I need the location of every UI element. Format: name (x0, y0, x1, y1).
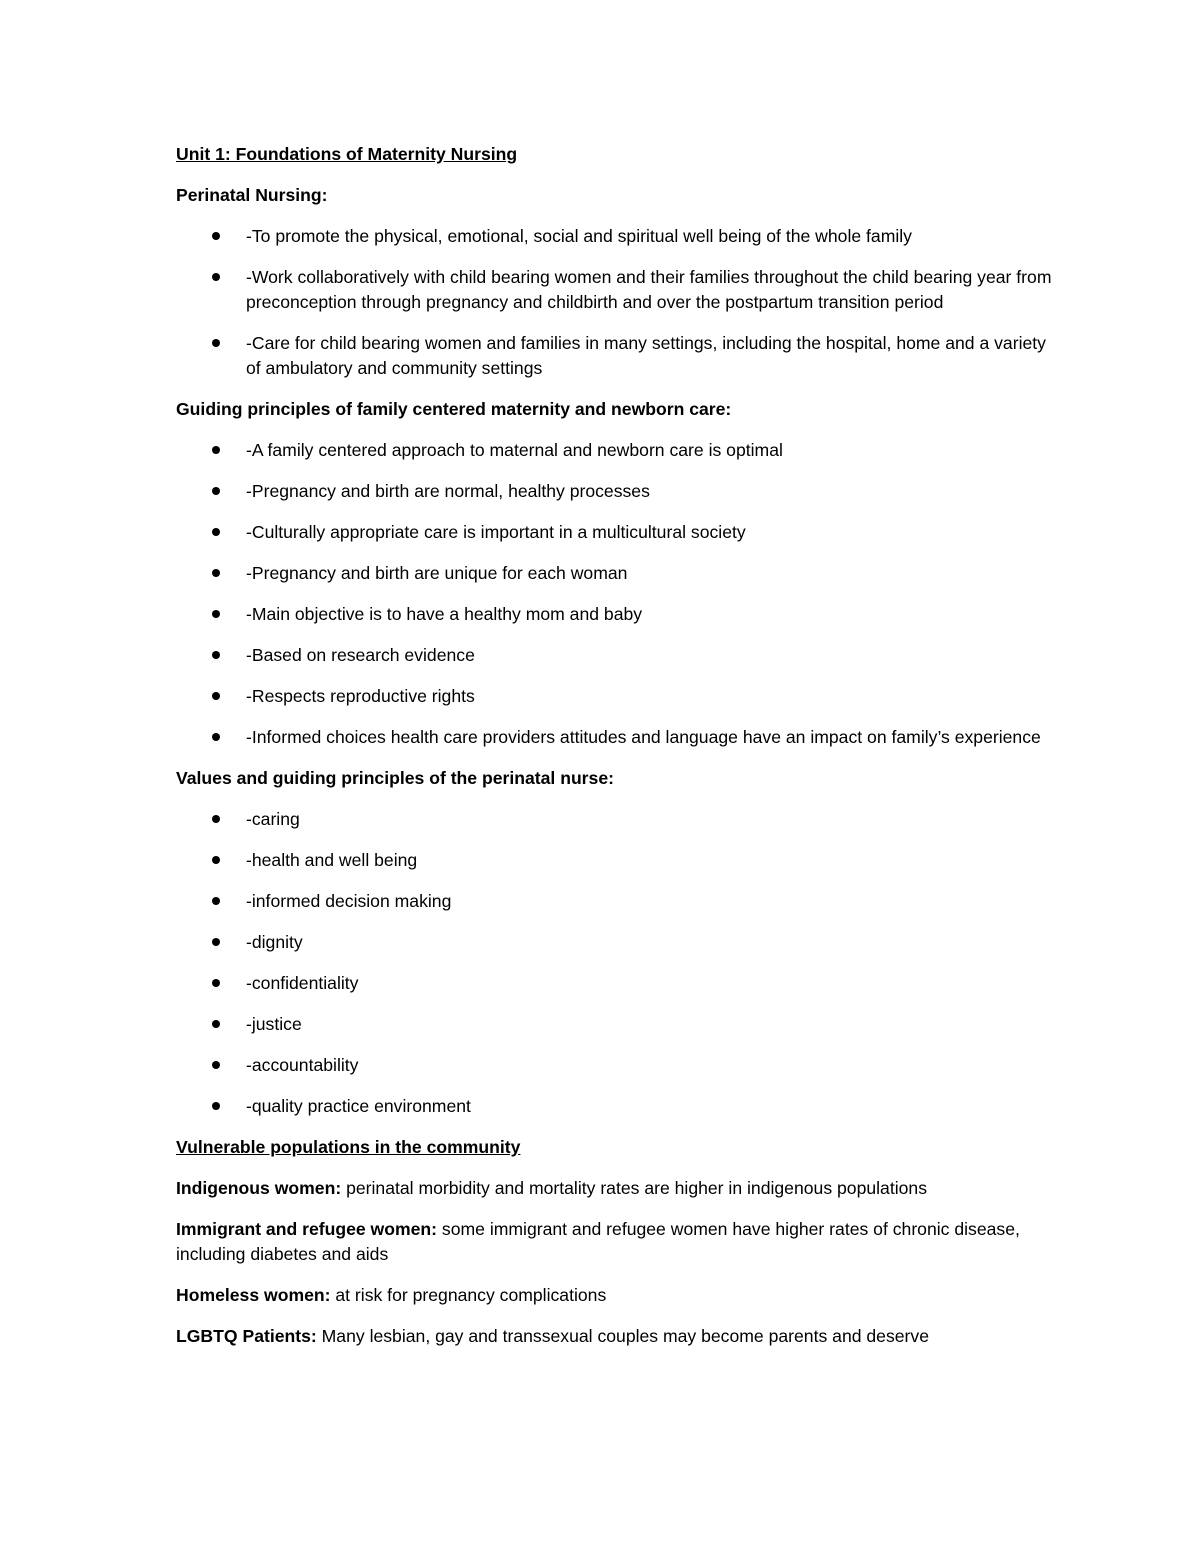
term-label: Immigrant and refugee women: (176, 1219, 438, 1239)
guiding-list (176, 438, 1056, 750)
list-item (176, 725, 1056, 750)
paragraph-immigrant (176, 1217, 1056, 1267)
bullet-icon (212, 733, 220, 741)
paragraph-indigenous (176, 1176, 1056, 1201)
list-item-text: -To promote the physical, emotional, social and spiritual well being of the whole family (246, 226, 912, 246)
bullet-icon (212, 856, 220, 864)
term-description: at risk for pregnancy complications (330, 1285, 607, 1305)
term-label: LGBTQ Patients: (176, 1326, 317, 1346)
list-item-text: -quality practice environment (246, 1096, 471, 1116)
document-title: Unit 1: Foundations of Maternity Nursing (176, 144, 518, 164)
list-item (176, 684, 1056, 709)
list-item (176, 930, 1056, 955)
list-item-text: -accountability (246, 1055, 359, 1075)
list-item-text: -dignity (246, 932, 303, 952)
list-item (176, 1053, 1056, 1078)
list-item (176, 848, 1056, 873)
list-item-text: -Informed choices health care providers attitudes and language have an impact on family’s experience (246, 727, 1041, 747)
list-item (176, 1094, 1056, 1119)
list-item (176, 331, 1056, 381)
section-heading-perinatal: Perinatal Nursing: (176, 185, 328, 205)
bullet-icon (212, 1102, 220, 1110)
list-item (176, 971, 1056, 996)
list-item (176, 1012, 1056, 1037)
list-item-text: -Based on research evidence (246, 645, 475, 665)
list-item-text: -health and well being (246, 850, 418, 870)
bullet-icon (212, 487, 220, 495)
bullet-icon (212, 1020, 220, 1028)
list-item (176, 889, 1056, 914)
list-item-text: -A family centered approach to maternal and newborn care is optimal (246, 440, 783, 460)
bullet-icon (212, 273, 220, 281)
list-item (176, 602, 1056, 627)
list-item (176, 224, 1056, 249)
list-item-text: -caring (246, 809, 300, 829)
list-item (176, 479, 1056, 504)
list-item (176, 438, 1056, 463)
bullet-icon (212, 815, 220, 823)
bullet-icon (212, 569, 220, 577)
bullet-icon (212, 528, 220, 536)
bullet-icon (212, 1061, 220, 1069)
values-list (176, 807, 1056, 1119)
term-description: perinatal morbidity and mortality rates are higher in indigenous populations (341, 1178, 928, 1198)
document-body (176, 142, 1056, 1365)
bullet-icon (212, 692, 220, 700)
list-item-text: -justice (246, 1014, 302, 1034)
list-item (176, 643, 1056, 668)
section-heading-vulnerable: Vulnerable populations in the community (176, 1137, 521, 1157)
list-item-text: -Main objective is to have a healthy mom and baby (246, 604, 643, 624)
bullet-icon (212, 897, 220, 905)
perinatal-list (176, 224, 1056, 381)
term-description: Many lesbian, gay and transsexual couples may become parents and deserve (316, 1326, 929, 1346)
list-item (176, 807, 1056, 832)
paragraph-lgbtq (176, 1324, 1056, 1349)
bullet-icon (212, 610, 220, 618)
list-item (176, 561, 1056, 586)
list-item-text: -Pregnancy and birth are unique for each woman (246, 563, 628, 583)
bullet-icon (212, 979, 220, 987)
section-heading-values: Values and guiding principles of the perinatal nurse: (176, 768, 614, 788)
list-item-text: -Culturally appropriate care is important in a multicultural society (246, 522, 746, 542)
list-item-text: -Respects reproductive rights (246, 686, 475, 706)
term-description: some immigrant and refugee women have higher rates of chronic disease, including diabetes and aids (176, 1219, 1020, 1264)
bullet-icon (212, 339, 220, 347)
term-label: Homeless women: (176, 1285, 331, 1305)
paragraph-homeless (176, 1283, 1056, 1308)
list-item-text: -Pregnancy and birth are normal, healthy processes (246, 481, 650, 501)
list-item (176, 520, 1056, 545)
list-item-text: -informed decision making (246, 891, 452, 911)
bullet-icon (212, 938, 220, 946)
term-label: Indigenous women: (176, 1178, 342, 1198)
list-item-text: -Care for child bearing women and families in many settings, including the hospital, home and a variety of ambulatory and community settings (246, 333, 1046, 378)
bullet-icon (212, 651, 220, 659)
list-item-text: -confidentiality (246, 973, 359, 993)
list-item (176, 265, 1056, 315)
bullet-icon (212, 446, 220, 454)
list-item-text: -Work collaboratively with child bearing women and their families throughout the child bearing year from preconception through pregnancy and childbirth and over the postpartum transition period (246, 267, 1052, 312)
bullet-icon (212, 232, 220, 240)
section-heading-guiding: Guiding principles of family centered maternity and newborn care: (176, 399, 732, 419)
